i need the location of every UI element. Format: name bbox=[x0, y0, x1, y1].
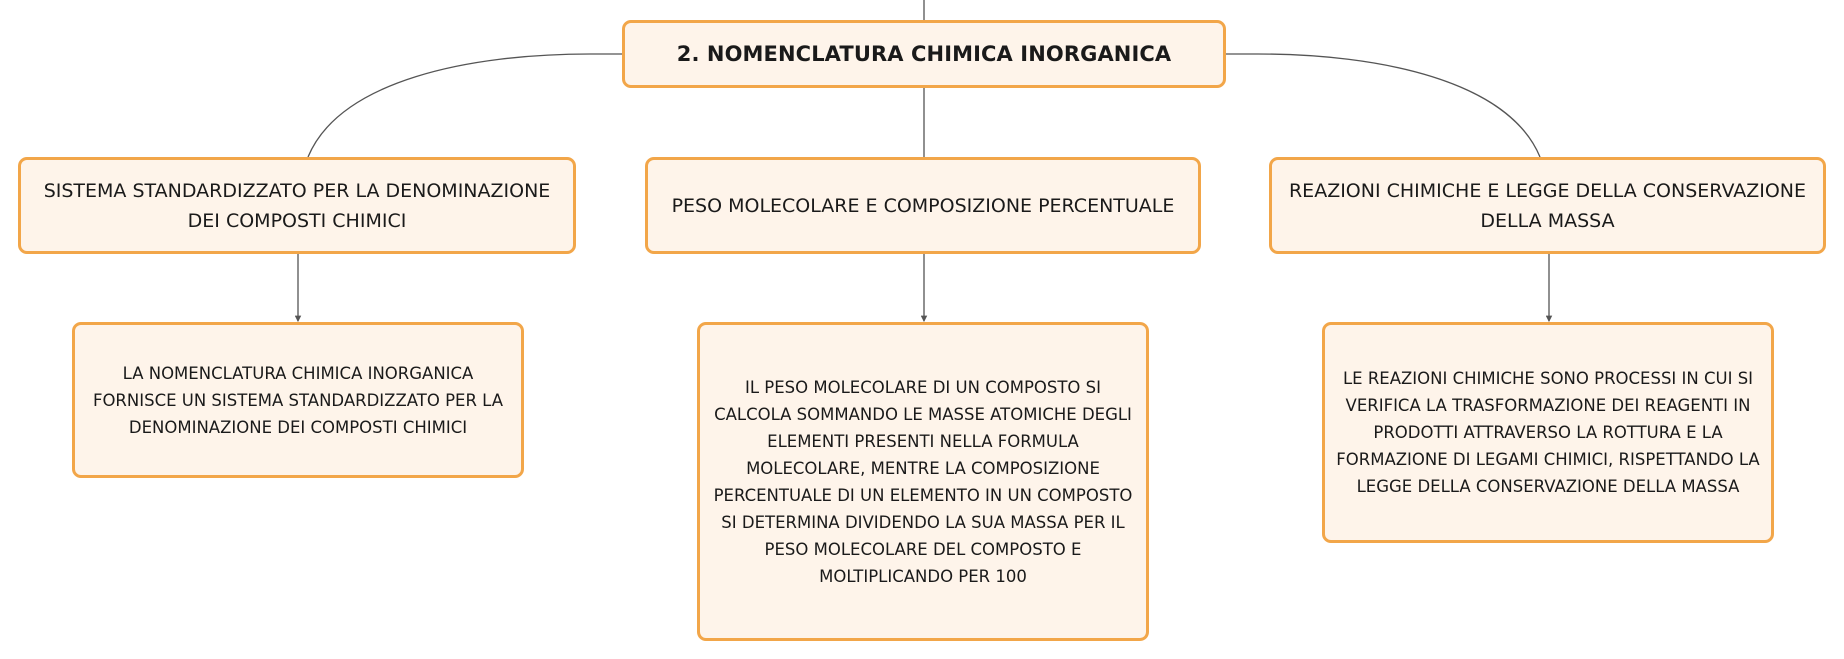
leaf-node-standardized-system[interactable] bbox=[72, 322, 524, 478]
branch-node-label: PESO MOLECOLARE E COMPOSIZIONE PERCENTUALE bbox=[671, 194, 1175, 217]
branch-node-label: SISTEMA STANDARDIZZATO PER LA DENOMINAZIONE DEI COMPOSTI CHIMICI bbox=[43, 179, 551, 232]
branch-node-standardized-system[interactable] bbox=[18, 157, 576, 254]
branch-node-label: REAZIONI CHIMICHE E LEGGE DELLA CONSERVAZIONE DELLA MASSA bbox=[1288, 179, 1807, 232]
leaf-node-molecular-weight[interactable] bbox=[697, 322, 1149, 641]
branch-node-molecular-weight[interactable] bbox=[645, 157, 1201, 254]
branch-node-chemical-reactions[interactable] bbox=[1269, 157, 1826, 254]
root-node-title: 2. NOMENCLATURA CHIMICA INORGANICA bbox=[676, 42, 1172, 66]
root-node[interactable] bbox=[622, 20, 1226, 88]
leaf-node-text: LE REAZIONI CHIMICHE SONO PROCESSI IN CUI SI VERIFICA LA TRASFORMAZIONE DEI REAGENTI IN PRODOTTI ATTRAVERSO LA ROTTURA E LA FORMAZIONE DI LEGAMI CHIMICI, RISPETTANDO LA LEGGE DELLA CONSERVAZIONE DELLA MASSA bbox=[1336, 369, 1760, 496]
connector-root-branch-1 bbox=[308, 54, 622, 157]
leaf-node-text: LA NOMENCLATURA CHIMICA INORGANICA FORNISCE UN SISTEMA STANDARDIZZATO PER LA DENOMINAZIONE DEI COMPOSTI CHIMICI bbox=[92, 363, 504, 437]
connector-root-branch-3 bbox=[1226, 54, 1540, 157]
leaf-node-chemical-reactions[interactable] bbox=[1322, 322, 1774, 543]
leaf-node-text: IL PESO MOLECOLARE DI UN COMPOSTO SI CALCOLA SOMMANDO LE MASSE ATOMICHE DEGLI ELEMENTI PRESENTI NELLA FORMULA MOLECOLARE, MENTRE LA COMPOSIZIONE PERCENTUALE DI UN ELEMENTO IN UN COMPOSTO SI DETERMINA DIVIDENDO LA SUA MASSA PER IL PESO MOLECOLARE DEL COMPOSTO E MOLTIPLICANDO PER 100 bbox=[713, 377, 1133, 586]
